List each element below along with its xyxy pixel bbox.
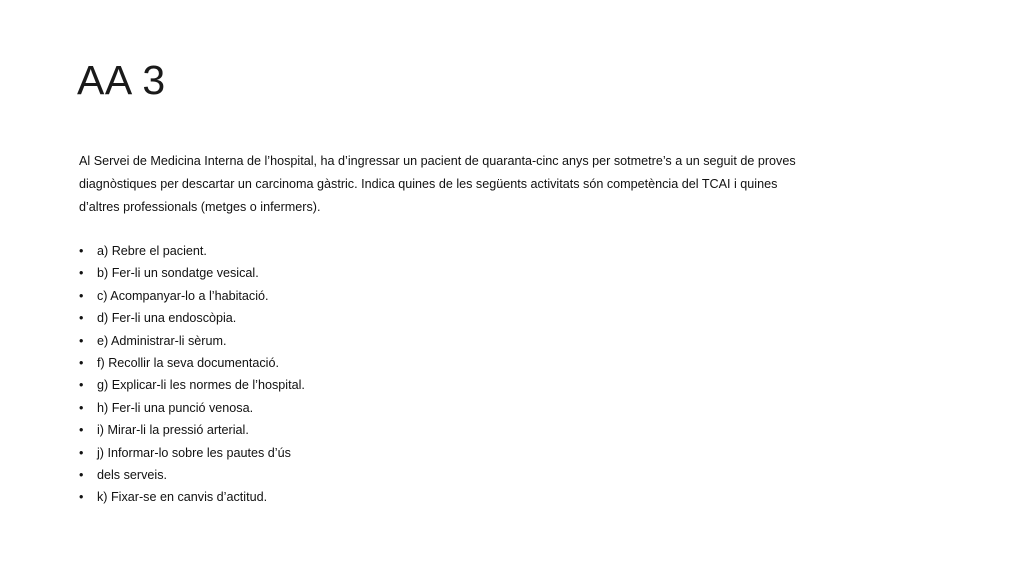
bullet-icon: • [79, 423, 84, 438]
list-item-text: g) Explicar-li les normes de l’hospital. [97, 378, 305, 393]
list-item [79, 262, 679, 284]
activity-list [79, 240, 679, 509]
list-item [79, 442, 679, 464]
list-item-text: a) Rebre el pacient. [97, 244, 207, 258]
slide-title: AA 3 [77, 57, 166, 103]
list-item [79, 352, 679, 374]
bullet-icon: • [79, 490, 84, 505]
intro-line: diagnòstiques per descartar un carcinoma gàstric. Indica quines de les següents activitats són competència del TCAI i quines [79, 177, 778, 191]
list-item [79, 374, 679, 396]
list-item [79, 464, 679, 486]
list-item-text: h) Fer-li una punció venosa. [97, 400, 254, 415]
list-item-text: j) Informar-lo sobre les pautes d’ús [97, 445, 291, 460]
list-item-text: i) Mirar-li la pressió arterial. [97, 423, 249, 438]
bullet-icon: • [79, 266, 84, 281]
list-item-text: d) Fer-li una endoscòpia. [97, 311, 237, 326]
list-item-text: c) Acompanyar-lo a l’habitació. [97, 288, 269, 303]
bullet-icon: • [79, 378, 84, 393]
list-item [79, 419, 679, 441]
bullet-icon: • [79, 333, 84, 348]
list-item [79, 307, 679, 329]
list-item-text: f) Recollir la seva documentació. [97, 356, 279, 371]
list-item-text: dels serveis. [97, 468, 167, 483]
bullet-icon: • [79, 244, 84, 258]
list-item [79, 397, 679, 419]
intro-line: Al Servei de Medicina Interna de l’hospital, ha d’ingressar un pacient de quaranta-cinc anys per sotmetre’s a un seguit de proves [79, 154, 796, 168]
intro-line: d’altres professionals (metges o infermers). [79, 200, 321, 214]
list-item [79, 486, 679, 508]
list-item [79, 285, 679, 307]
bullet-icon: • [79, 356, 84, 371]
bullet-icon: • [79, 445, 84, 460]
list-item-text: e) Administrar-li sèrum. [97, 333, 227, 348]
list-item [79, 330, 679, 352]
bullet-icon: • [79, 288, 84, 303]
bullet-icon: • [79, 400, 84, 415]
bullet-icon: • [79, 311, 84, 326]
list-item [79, 240, 679, 262]
list-item-text: k) Fixar-se en canvis d’actitud. [97, 490, 268, 505]
bullet-icon: • [79, 468, 84, 483]
intro-paragraph [79, 150, 839, 219]
list-item-text: b) Fer-li un sondatge vesical. [97, 266, 259, 281]
